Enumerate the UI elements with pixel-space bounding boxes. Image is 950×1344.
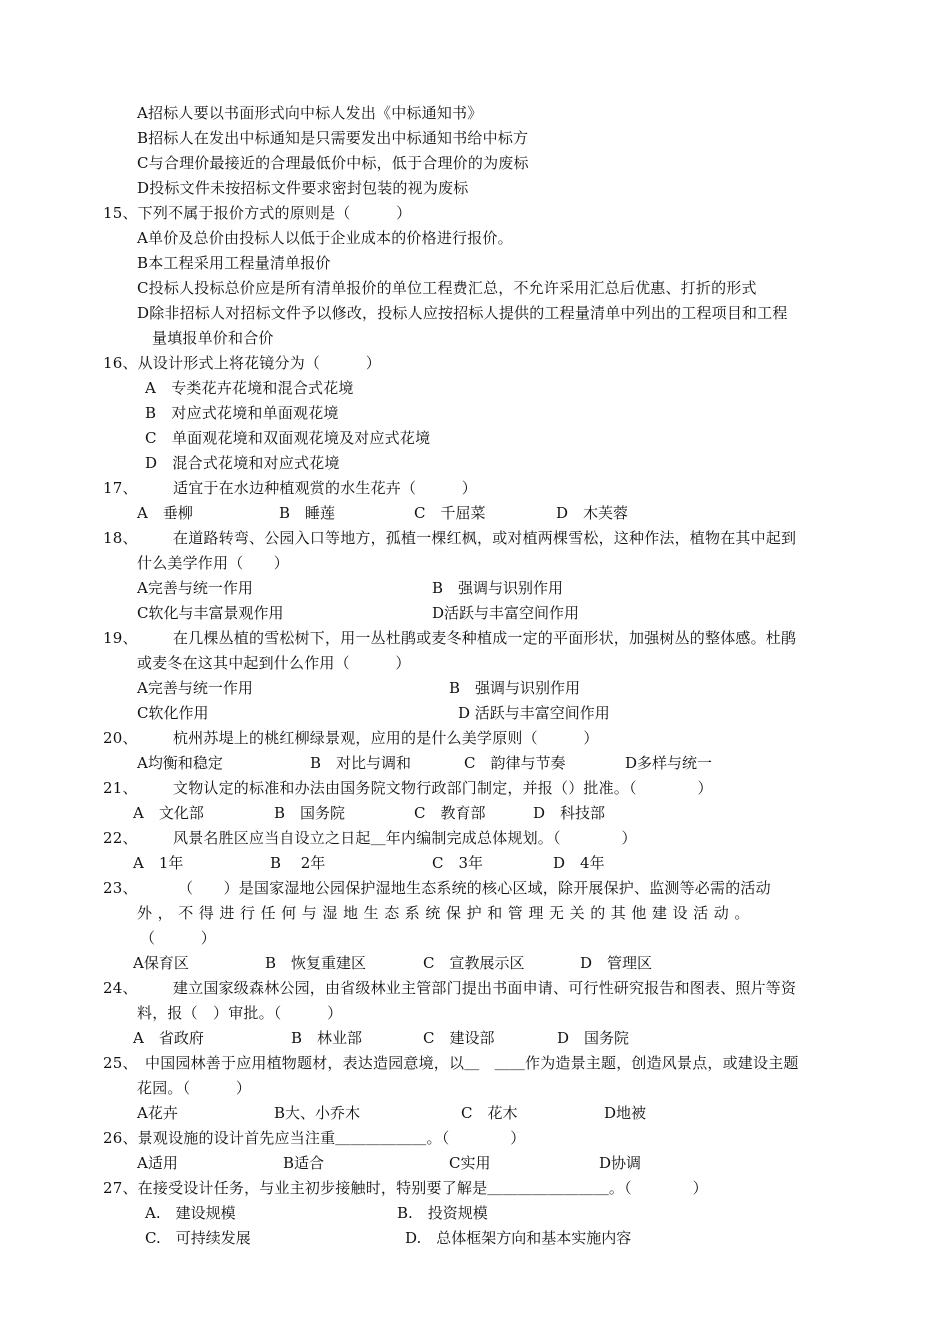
q17-option-d: D 木芙蓉 (556, 504, 629, 522)
q20-option-b: B 对比与调和 (310, 754, 412, 772)
q20-stem: 杭州苏堤上的桃红柳绿景观，应用的是什么美学原则（ ） (173, 729, 599, 747)
q17-number: 17、 (103, 479, 138, 497)
q18-number: 18、 (103, 529, 138, 547)
q22-stem: 风景名胜区应当自设立之日起＿年内编制完成总体规划。（ ） (173, 829, 637, 847)
q27-option-b: B. 投资规模 (397, 1204, 488, 1222)
q18-stem-line1: 在道路转弯、公园入口等地方，孤植一棵红枫，或对植两棵雪松，这种作法，植物在其中起到 (173, 529, 797, 547)
q18-option-b: B 强调与识别作用 (432, 579, 564, 597)
q15-option-d-line2: 量填报单价和合价 (152, 329, 274, 347)
q23-option-b: B 恢复重建区 (265, 954, 367, 972)
q16-option-a: A 专类花卉花境和混合式花境 (145, 379, 354, 397)
q20-option-c: C 韵律与节奏 (464, 754, 566, 772)
q21-option-b: B 国务院 (274, 804, 346, 822)
q24-option-c: C 建设部 (423, 1029, 495, 1047)
q26-option-d: D协调 (599, 1154, 642, 1172)
q26-option-b: B适合 (283, 1154, 325, 1172)
q19-stem-line2: 或麦冬在这其中起到什么作用（ ） (137, 654, 411, 672)
q16-option-c: C 单面观花境和双面观花境及对应式花境 (145, 429, 431, 447)
q19-option-c: C软化作用 (137, 704, 209, 722)
q14-option-b: B招标人在发出中标通知是只需要发出中标通知书给中标方 (137, 129, 529, 147)
q26-option-c: C实用 (449, 1154, 491, 1172)
q17-option-c: C 千屈菜 (414, 504, 486, 522)
q18-option-d: D活跃与丰富空间作用 (432, 604, 580, 622)
q23-number: 23、 (103, 879, 138, 897)
q21-option-d: D 科技部 (533, 804, 606, 822)
q25-option-b: B大、小乔木 (274, 1104, 361, 1122)
q25-option-c: C 花木 (461, 1104, 518, 1122)
q15-option-b: B本工程采用工程量清单报价 (137, 254, 331, 272)
q26-stem: 26、景观设施的设计首先应当注重＿＿＿＿＿＿。（ ） (103, 1129, 526, 1147)
q14-option-c: C与合理价最接近的合理最低价中标，低于合理价的为废标 (137, 154, 529, 172)
q15-option-a: A单价及总价由投标人以低于企业成本的价格进行报价。 (137, 229, 513, 247)
q17-stem: 适宜于在水边种植观赏的水生花卉（ ） (173, 479, 478, 497)
q19-option-d: D 活跃与丰富空间作用 (458, 704, 610, 722)
q16-option-d: D 混合式花境和对应式花境 (145, 454, 340, 472)
q16-stem: 16、从设计形式上将花镜分为（ ） (103, 354, 381, 372)
q24-option-b: B 林业部 (291, 1029, 363, 1047)
q16-option-b: B 对应式花境和单面观花境 (145, 404, 339, 422)
q24-stem-line2: 料，报（ ）审批。（ ） (137, 1004, 343, 1022)
q19-option-a: A完善与统一作用 (137, 679, 253, 697)
q15-option-d-line1: D除非招标人对招标文件予以修改，投标人应按招标人提供的工程量清单中列出的工程项目和工程 (137, 304, 788, 322)
q19-option-b: B 强调与识别作用 (449, 679, 581, 697)
q15-stem: 15、下列不属于报价方式的原则是（ ） (103, 204, 412, 222)
q27-option-d: D. 总体框架方向和基本实施内容 (405, 1229, 632, 1247)
q15-option-c: C投标人投标总价应是所有清单报价的单位工程费汇总，不允许采用汇总后优惠、打折的形式 (137, 279, 757, 297)
q17-option-b: B 睡莲 (279, 504, 336, 522)
q27-stem: 27、在接受设计任务，与业主初步接触时，特别要了解是＿＿＿＿＿＿＿＿。（ ） (103, 1179, 708, 1197)
q21-option-c: C 教育部 (414, 804, 486, 822)
q22-option-b: B 2年 (270, 854, 326, 872)
q25-number: 25、 (103, 1054, 138, 1072)
q21-number: 21、 (103, 779, 138, 797)
q25-option-a: A花卉 (137, 1104, 178, 1122)
q22-number: 22、 (103, 829, 138, 847)
q24-number: 24、 (103, 979, 138, 997)
q25-stem-line2: 花园。（ ） (137, 1079, 252, 1097)
q14-option-d: D投标文件未按招标文件要求密封包装的视为废标 (137, 179, 469, 197)
q19-number: 19、 (103, 629, 138, 647)
q26-option-a: A适用 (137, 1154, 178, 1172)
q27-option-c: C. 可持续发展 (145, 1229, 251, 1247)
q23-stem-line1: （ ）是国家湿地公园保护湿地生态系统的核心区域，除开展保护、监测等必需的活动 (178, 879, 771, 897)
q25-option-d: D地被 (604, 1104, 647, 1122)
q22-option-d: D 4年 (553, 854, 605, 872)
q24-option-d: D 国务院 (557, 1029, 630, 1047)
q23-stem-line2: 外，不得进行任何与湿地生态系统保护和管理无关的其他建设活动。 (137, 904, 756, 922)
q20-option-d: D多样与统一 (625, 754, 713, 772)
q18-option-a: A完善与统一作用 (137, 579, 253, 597)
q25-stem-line1: 中国园林善于应用植物题材，表达造园意境，以＿ ＿＿作为造景主题，创造风景点，或建设主题 (145, 1054, 799, 1072)
q22-option-a: A 1年 (133, 854, 184, 872)
q27-option-a: A. 建设规模 (145, 1204, 236, 1222)
q24-option-a: A 省政府 (133, 1029, 204, 1047)
q19-stem-line1: 在几棵丛植的雪松树下，用一丛杜鹃或麦冬种植成一定的平面形状，加强树丛的整体感。杜鹃 (173, 629, 797, 647)
q20-number: 20、 (103, 729, 138, 747)
q23-stem-line3: （ ） (140, 929, 217, 947)
q23-option-d: D 管理区 (580, 954, 653, 972)
q23-option-c: C 宣教展示区 (423, 954, 525, 972)
q22-option-c: C 3年 (432, 854, 484, 872)
q21-option-a: A 文化部 (133, 804, 204, 822)
q20-option-a: A均衡和稳定 (137, 754, 223, 772)
q23-option-a: A保育区 (133, 954, 189, 972)
q24-stem-line1: 建立国家级森林公园，由省级林业主管部门提出书面申请、可行性研究报告和图表、照片等资 (173, 979, 797, 997)
q18-option-c: C软化与丰富景观作用 (137, 604, 284, 622)
q21-stem: 文物认定的标准和办法由国务院文物行政部门制定，并报（）批准。（ ） (173, 779, 713, 797)
q18-stem-line2: 什么美学作用（ ） (137, 554, 290, 572)
q14-option-a: A招标人要以书面形式向中标人发出《中标通知书》 (137, 104, 483, 122)
q17-option-a: A 垂柳 (137, 504, 193, 522)
